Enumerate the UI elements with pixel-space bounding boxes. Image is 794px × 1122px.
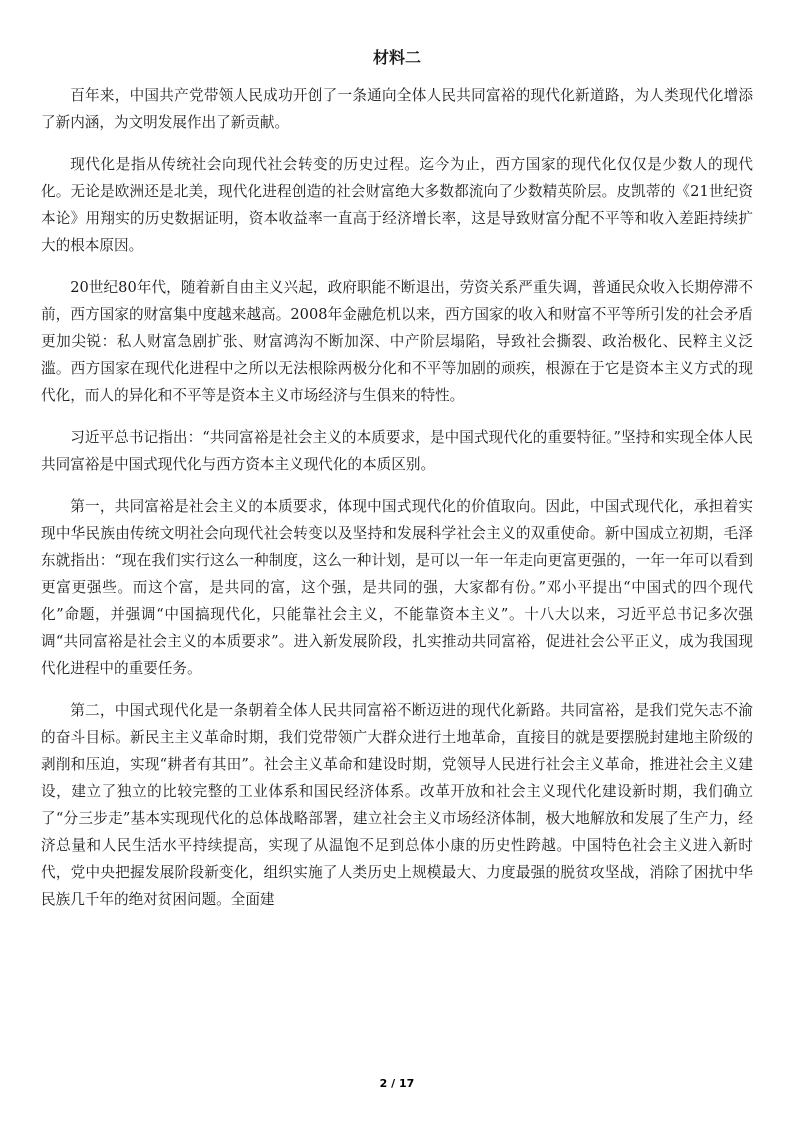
paragraph-3: 20世纪80年代，随着新自由主义兴起，政府职能不断退出，劳资关系严重失调，普通民众收入长期停滞不前，西方国家的财富集中度越来越高。2008年金融危机以来，西方国家的收入和财富不平等所引发的社会矛盾更加尖锐：私人财富急剧扩张、财富鸿沟不断加深、中产阶层塌陷，导致社会撕裂、政治极化、民粹主义泛滥。西方国家在现代化进程中之所以无法根除两极分化和不平等加剧的顽疾，根源在于它是资本主义方式的现代化，而人的异化和不平等是资本主义市场经济与生俱来的特性。 <box>41 279 753 404</box>
page-number: 2 / 17 <box>379 1077 415 1090</box>
paragraph-5: 第一，共同富裕是社会主义的本质要求，体现中国式现代化的价值取向。因此，中国式现代化，承担着实现中华民族由传统文明社会向现代社会转变以及坚持和发展科学社会主义的双重使命。新中国成立初期，毛泽东就指出：“现在我们实行这么一种制度，这么一种计划，是可以一年一年走向更富更强的，一年一年可以看到更富更强些。而这个富，是共同的富，这个强，是共同的强，大家都有份。”邓小平提出“中国式的四个现代化”命题，并强调“中国搞现代化，只能靠社会主义，不能靠资本主义”。十八大以来，习近平总书记多次强调“共同富裕是社会主义的本质要求”。进入新发展阶段，扎实推动共同富裕，促进社会公平正义，成为我国现代化进程中的重要任务。 <box>41 498 753 677</box>
paragraph-2: 现代化是指从传统社会向现代社会转变的历史过程。迄今为止，西方国家的现代化仅仅是少数人的现代化。无论是欧洲还是北美，现代化进程创造的社会财富绝大多数都流向了少数精英阶层。皮凯蒂的《21世纪资本论》用翔实的历史数据证明，资本收益率一直高于经济增长率，这是导致财富分配不平等和收入差距持续扩大的根本原因。 <box>41 156 753 254</box>
paragraph-6: 第二，中国式现代化是一条朝着全体人民共同富裕不断迈进的现代化新路。共同富裕，是我们党矢志不渝的奋斗目标。新民主主义革命时期，我们党带领广大群众进行土地革命，直接目的就是要摆脱封建地主阶级的剥削和压迫，实现“耕者有其田”。社会主义革命和建设时期，党领导人民进行社会主义革命，推进社会主义建设，建立了独立的比较完整的工业体系和国民经济体系。改革开放和社会主义现代化建设新时期，我们确立了“分三步走”基本实现现代化的总体战略部署，建立社会主义市场经济体制，极大地解放和发展了生产力，经济总量和人民生活水平持续提高，实现了从温饱不足到总体小康的历史性跨越。中国特色社会主义进入新时代，党中央把握发展阶段新变化，组织实施了人类历史上规模最大、力度最强的脱贫攻坚战，消除了困扰中华民族几千年的绝对贫困问题。全面建 <box>41 702 753 908</box>
paragraph-4: 习近平总书记指出：“共同富裕是社会主义的本质要求，是中国式现代化的重要特征。”坚持和实现全体人民共同富裕是中国式现代化与西方资本主义现代化的本质区别。 <box>41 429 753 473</box>
paragraph-1: 百年来，中国共产党带领人民成功开创了一条通向全体人民共同富裕的现代化新道路，为人类现代化增添了新内涵，为文明发展作出了新贡献。 <box>41 87 753 131</box>
document-title: 材料二 <box>372 48 421 67</box>
